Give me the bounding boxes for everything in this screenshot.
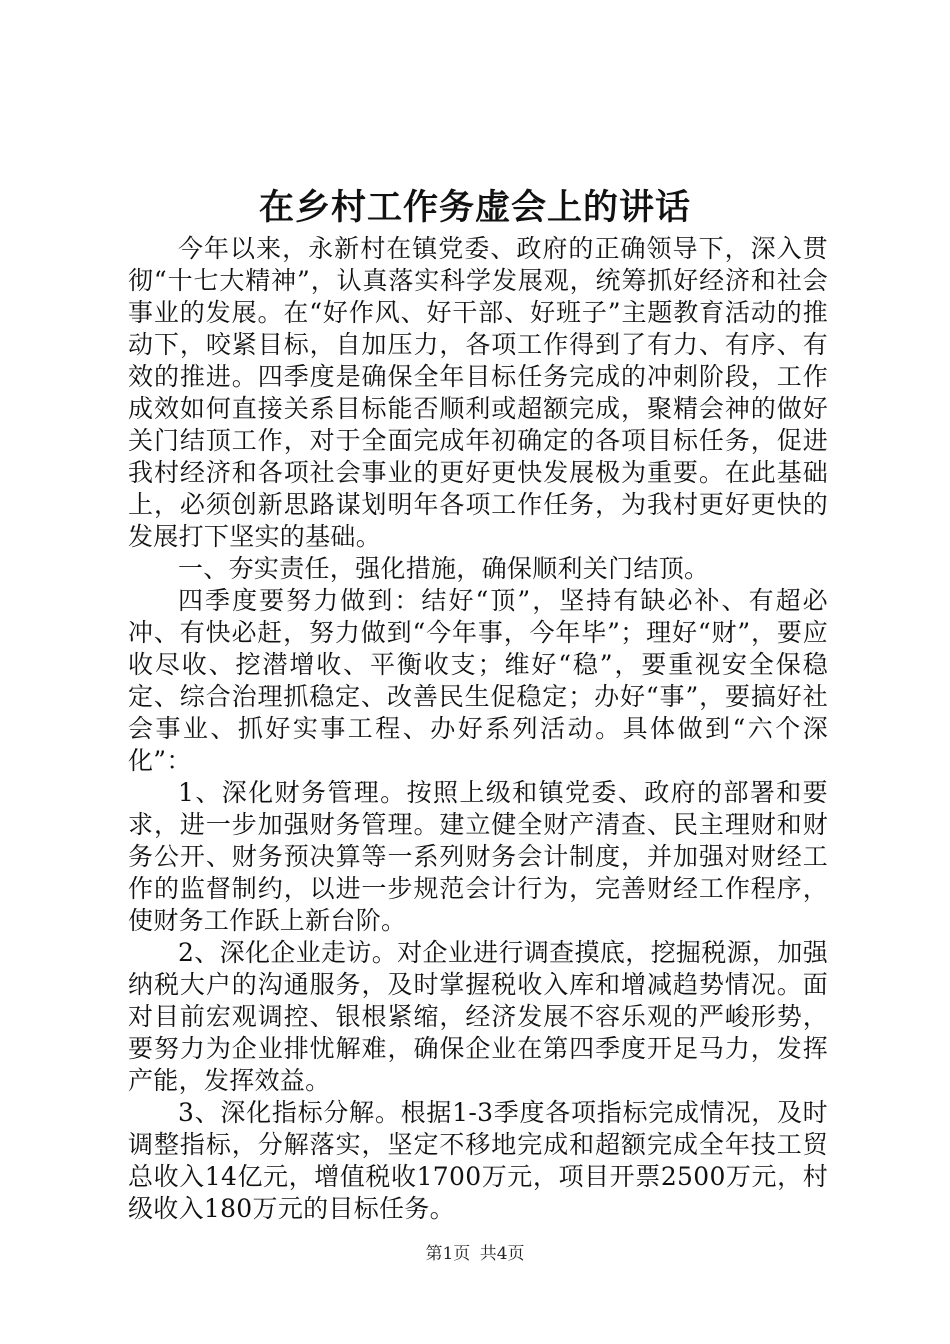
paragraph-q4-goals: 四季度要努力做到：结好“顶”，坚持有缺必补、有超必冲、有快必赶，努力做到“今年事，今年毕”；理好“财”，要应收尽收、挖潜增收、平衡收支；维好“稳”，要重视安全保稳定、综合治理抓稳定、改善民生促稳定；办好“事”，要搞好社会事业、抓好实事工程、办好系列活动。具体做到“六个深化”： bbox=[128, 586, 828, 775]
page-number: 第1页 bbox=[425, 1244, 471, 1264]
paragraph-item-2: 2、深化企业走访。对企业进行调查摸底，挖掘税源，加强纳税大户的沟通服务，及时掌握税收入库和增减趋势情况。面对目前宏观调控、银根紧缩，经济发展不容乐观的严峻形势，要努力为企业排忧解难，确保企业在第四季度开足马力，发挥产能，发挥效益。 bbox=[128, 938, 828, 1095]
paragraph-item-3: 3、深化指标分解。根据1-3季度各项指标完成情况，及时调整指标，分解落实，坚定不移地完成和超额完成全年技工贸总收入14亿元，增值税收1700万元，项目开票2500万元，村级收入180万元的目标任务。 bbox=[128, 1098, 828, 1223]
section-heading-1: 一、夯实责任，强化措施，确保顺利关门结顶。 bbox=[178, 554, 710, 583]
page-footer bbox=[0, 1243, 950, 1265]
document-body bbox=[128, 233, 828, 1225]
paragraph-intro: 今年以来，永新村在镇党委、政府的正确领导下，深入贯彻“十七大精神”，认真落实科学发展观，统筹抓好经济和社会事业的发展。在“好作风、好干部、好班子”主题教育活动的推动下，咬紧目标，自加压力，各项工作得到了有力、有序、有效的推进。四季度是确保全年目标任务完成的冲刺阶段，工作成效如何直接关系目标能否顺利或超额完成，聚精会神的做好关门结顶工作，对于全面完成年初确定的各项目标任务，促进我村经济和各项社会事业的更好更快发展极为重要。在此基础上，必须创新思路谋划明年各项工作任务，为我村更好更快的发展打下坚实的基础。 bbox=[128, 234, 828, 551]
page-total: 共4页 bbox=[479, 1244, 525, 1264]
document-title: 在乡村工作务虚会上的讲话 bbox=[258, 187, 691, 228]
paragraph-item-1: 1、深化财务管理。按照上级和镇党委、政府的部署和要求，进一步加强财务管理。建立健全财产清查、民主理财和财务公开、财务预决算等一系列财务会计制度，并加强对财经工作的监督制约，以进一步规范会计行为，完善财经工作程序，使财务工作跃上新台阶。 bbox=[128, 778, 828, 935]
